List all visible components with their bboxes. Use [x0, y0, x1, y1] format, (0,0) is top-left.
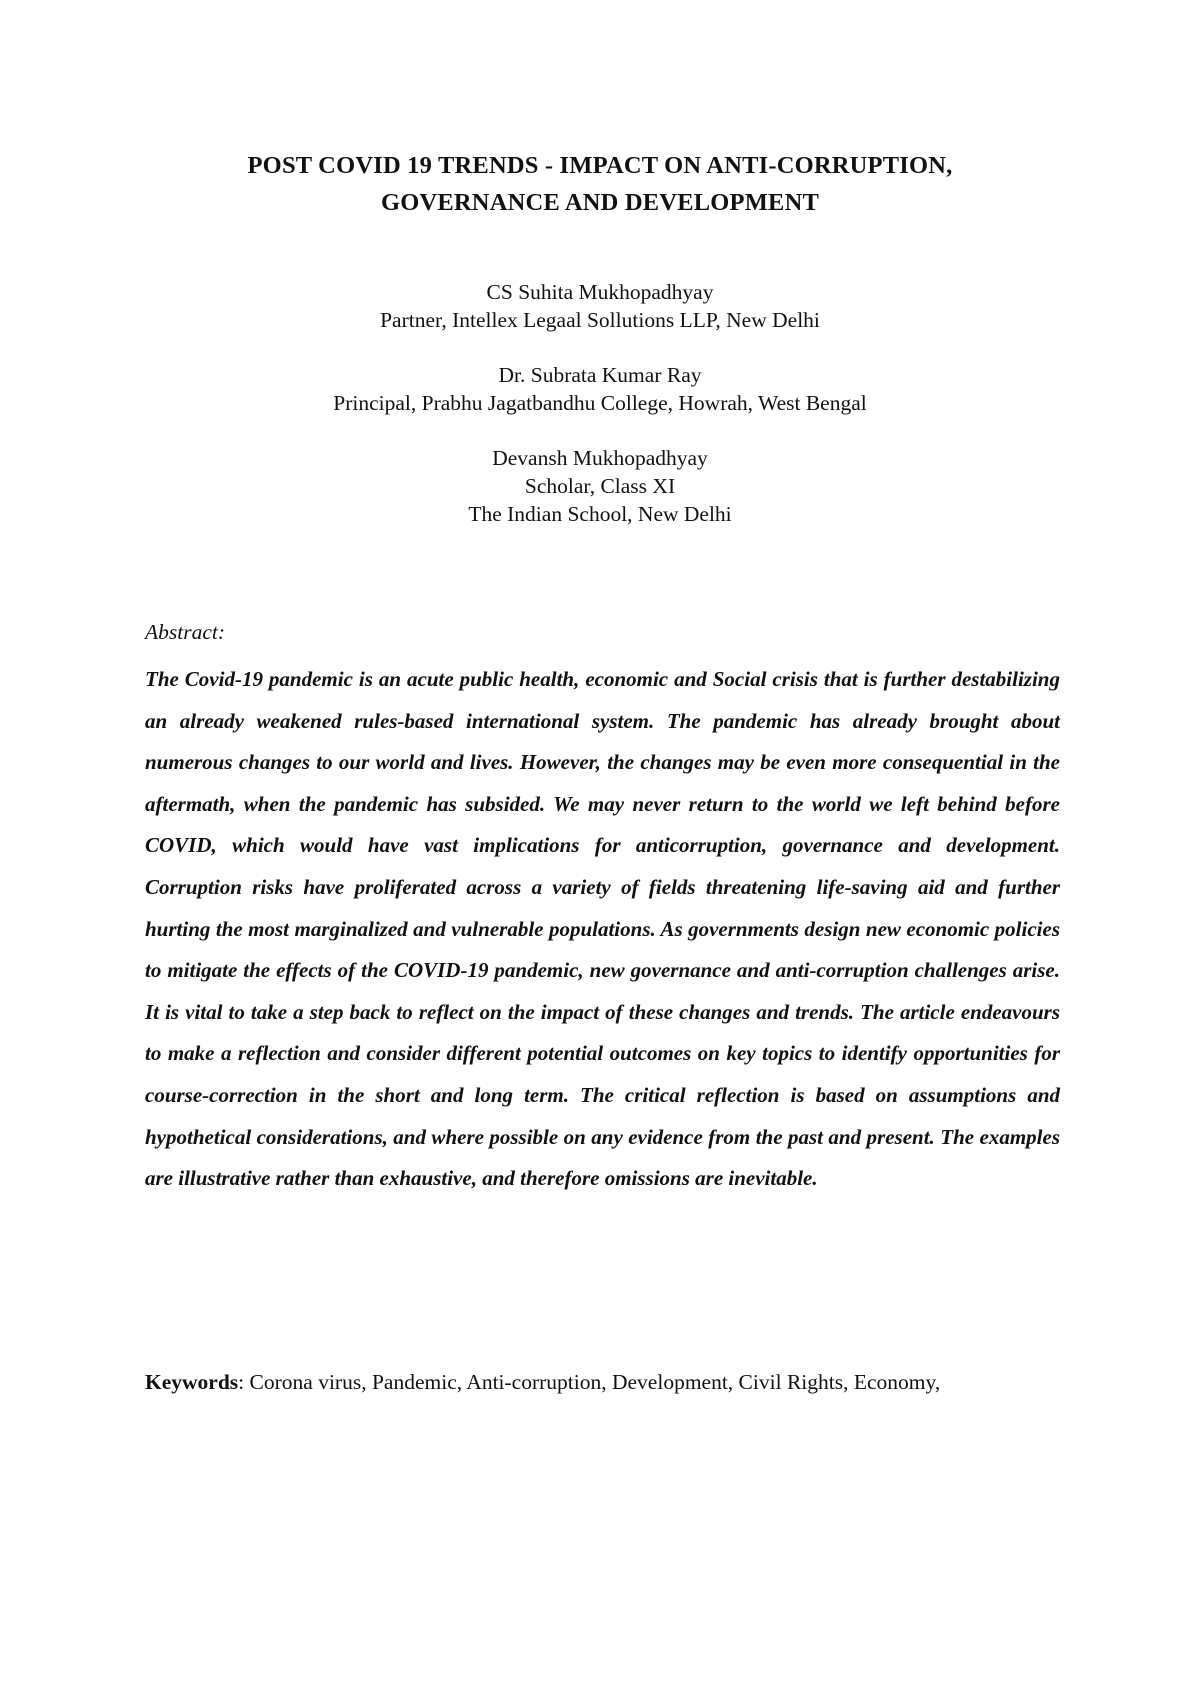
keywords-line	[145, 1368, 1075, 1396]
paper-title-line-2: GOVERNANCE AND DEVELOPMENT	[380, 189, 820, 216]
author-affiliation: Partner, Intellex Legaal Sollutions LLP, New Delhi	[380, 308, 820, 332]
abstract-heading: Abstract:	[145, 620, 226, 644]
paper-title-line-1: POST COVID 19 TRENDS - IMPACT ON ANTI-CORRUPTION,	[247, 152, 953, 179]
author-block-3	[145, 444, 1055, 528]
author-name: Devansh Mukhopadhyay	[492, 446, 708, 470]
author-affiliation: Scholar, Class XI	[524, 474, 676, 498]
author-block-1	[145, 278, 1055, 334]
abstract-body: The Covid-19 pandemic is an acute public health, economic and Social crisis that is further destabilizing an already weakened rules-based international system. The pandemic has already brought about numerous changes to our world and lives. However, the changes may be even more consequential in the aftermath, when the pandemic has subsided. We may never return to the world we left behind before COVID, which would have vast implications for anticorruption, governance and development. Corruption risks have proliferated across a variety of fields threatening life-saving aid and further hurting the most marginalized and vulnerable populations. As governments design new economic policies to mitigate the effects of the COVID-19 pandemic, new governance and anti-corruption challenges arise. It is vital to take a step back to reflect on the impact of these changes and trends. The article endeavours to make a reflection and consider different potential outcomes on key topics to identify opportunities for course-correction in the short and long term. The critical reflection is based on assumptions and hypothetical considerations, and where possible on any evidence from the past and present. The examples are illustrative rather than exhaustive, and therefore omissions are inevitable.	[145, 667, 1060, 1191]
paper-title	[145, 147, 1055, 221]
author-affiliation: The Indian School, New Delhi	[468, 502, 732, 526]
keywords-label: Keywords	[145, 1370, 239, 1394]
author-name: Dr. Subrata Kumar Ray	[498, 363, 702, 387]
keywords-text: Corona virus, Pandemic, Anti-corruption, Development, Civil Rights, Economy,	[249, 1370, 941, 1394]
author-name: CS Suhita Mukhopadhyay	[486, 280, 714, 304]
author-affiliation: Principal, Prabhu Jagatbandhu College, Howrah, West Bengal	[333, 391, 867, 415]
keywords-separator: :	[238, 1370, 250, 1394]
author-block-2	[145, 361, 1055, 417]
author-list	[145, 278, 1055, 555]
